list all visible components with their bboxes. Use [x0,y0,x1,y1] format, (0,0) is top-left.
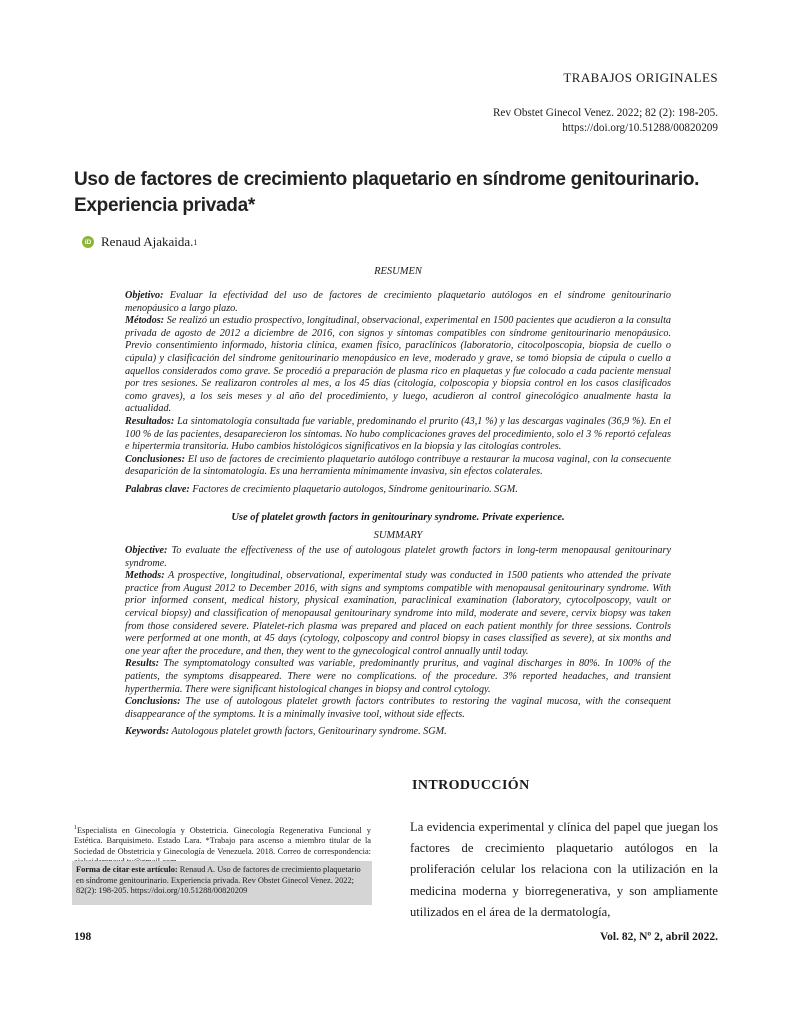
summary-keywords: Keywords: Autologous platelet growth factors, Genitourinary syndrome. SGM. [125,726,447,738]
summary-objective: Objective: To evaluate the effectiveness of the use of autologous platelet growth factors in long-term menopausal genitourinary syndrome. [125,545,671,569]
citation-box [72,861,372,905]
summary-conclusions: Conclusions: The use of autologous platelet growth factors contributes to restoring the vaginal mucosa, with the consequent disappearance of the symptoms. It is a minimally invasive tool, without side effects. [125,696,671,720]
summary-body [125,545,671,739]
footnote-text: Especialista en Ginecología y Obstetricia. Ginecología Regenerativa Funcional y Estética. Barquisimeto. Estado Lara. *Trabajo para ascenso a miembro titular de la Sociedad de Obstetricia y Ginecología de Venezuela. 2018. Correo de correspondencia: [74,825,371,856]
citation-box-label: Forma de citar este artículo: [76,865,178,874]
introduccion-text: La evidencia experimental y clínica del papel que juegan los factores de crecimiento plaquetario autólogos en la proliferación celular los relaciona con la utilización en la medicina moderna y biorregenerativa, y son ampliamente utilizados en el área de la dermatología, [410,820,718,919]
author-affiliation-marker: 1 [193,237,198,247]
orcid-icon[interactable]: iD [82,236,94,248]
journal-reference: Rev Obstet Ginecol Venez. 2022; 82 (2): 198-205. [492,107,718,119]
english-title: Use of platelet growth factors in genitourinary syndrome. Private experience. [231,512,565,523]
resumen-conclusiones: Conclusiones: El uso de factores de crecimiento plaquetario autólogo contribuye a restaurar la mucosa vaginal, con la consecuente desaparición de la sintomatología. Es una herramienta mínimamente invasiva, sin efectos colaterales. [125,453,671,478]
citation-box-text: Renaud A. Uso de factores de crecimiento plaquetario en síndrome genitourinario. Experiencia privada. Rev Obstet Ginecol Venez. 2022; 82(2): 198-205. https://doi.org/10.51288/00820209 [76,865,361,895]
author-name: Renaud Ajakaida. [101,234,194,249]
introduccion-heading: INTRODUCCIÓN [412,778,530,793]
volume-info: Vol. 82, Nº 2, abril 2022. [599,931,718,943]
summary-results: Results: The symptomatology consulted was variable, predominantly pruritus, and vaginal discharges in 80%. In 100% of the patients, the symptoms disappeared. There were no complications. of the procedure. 3% reported headaches, and transient hyperthermia. There were significant histological changes in biopsy and control cytology. [125,658,671,695]
resumen-heading: RESUMEN [374,266,422,277]
author-line [82,234,197,250]
footnote-marker: 1 [74,825,77,831]
summary-methods: Methods: A prospective, longitudinal, observational, experimental study was conducted in 1500 patients who attended the private practice from August 2012 to December 2016, with signs and symptoms compatible with menopausal genitourinary syndrome. With prior informed consent, medical history, physical examination, paraclinical examination (laboratory, cytocolposcopy, vault or cervical biopsy) and classification of menopausal genitourinary syndrome into mild, moderate and severe, cervix biopsy was taken from those considered severe. Platelet-rich plasma was prepared and placed on each patient monthly for three sessions. Controls were performed at one month, at 45 days (cytology, colposcopy and control biopsy in cases classified as severe), at six months and one year after the procedure, and then, they went to the gynecological control annually until today. [125,570,671,657]
resumen-metodos: Métodos: Se realizó un estudio prospectivo, longitudinal, observacional, experimental en 1500 pacientes que acudieron a la consulta privada de agosto de 2012 a diciembre de 2016, con signos y síntomas compatibles con síndrome genitourinario menopáusico. Previo consentimiento informado, historia clínica, examen físico, paraclínicos (laboratorio, citocolposcopia, biopsia de cuello o cúpula) y clasificación del síndrome genitourinario menopáusico en leve, moderado y grave, se tomó biopsia de cúpula o cuello a aquellos considerados como grave. Se procedió a preparación de plasma rico en plaquetas y fue colocado a cada paciente mensual por tres sesiones. Se realizaron controles al mes, a los 45 días (citología, colposcopia y biopsia control en los casos clasificados como graves), a los seis meses y al año del procedimiento, y luego, acudieron al control ginecológico anualmente hasta la actualidad. [125,315,671,415]
summary-heading: SUMMARY [373,530,423,541]
resumen-objetivo: Objetivo: Evaluar la efectividad del uso de factores de crecimiento plaquetario autólogos en el síndrome genitourinario menopáusico a largo plazo. [125,290,671,314]
section-heading: TRABAJOS ORIGINALES [563,70,718,85]
resumen-resultados: Resultados: La sintomatología consultada fue variable, predominando el prurito (43,1 %) y las descargas vaginales (36,9 %). En el 100 % de las pacientes, desaparecieron los síntomas. No hubo complicaciones graves del procedimiento, solo el 3 % reportó cefaleas e hipertermia transitoria. Hubo cambios histológicos significativos en la biopsia y las citologías controles. [125,415,671,453]
page-number: 198 [74,931,92,943]
doi-link[interactable]: https://doi.org/10.51288/00820209 [562,122,718,134]
article-title: Uso de factores de crecimiento plaquetario en síndrome genitourinario. Experiencia privada* [74,169,700,216]
resumen-body [125,290,671,497]
resumen-palabras-clave: Palabras clave: Factores de crecimiento plaquetario autologos, Síndrome genitourinario. SGM. [125,483,518,495]
journal-citation [0,106,718,136]
